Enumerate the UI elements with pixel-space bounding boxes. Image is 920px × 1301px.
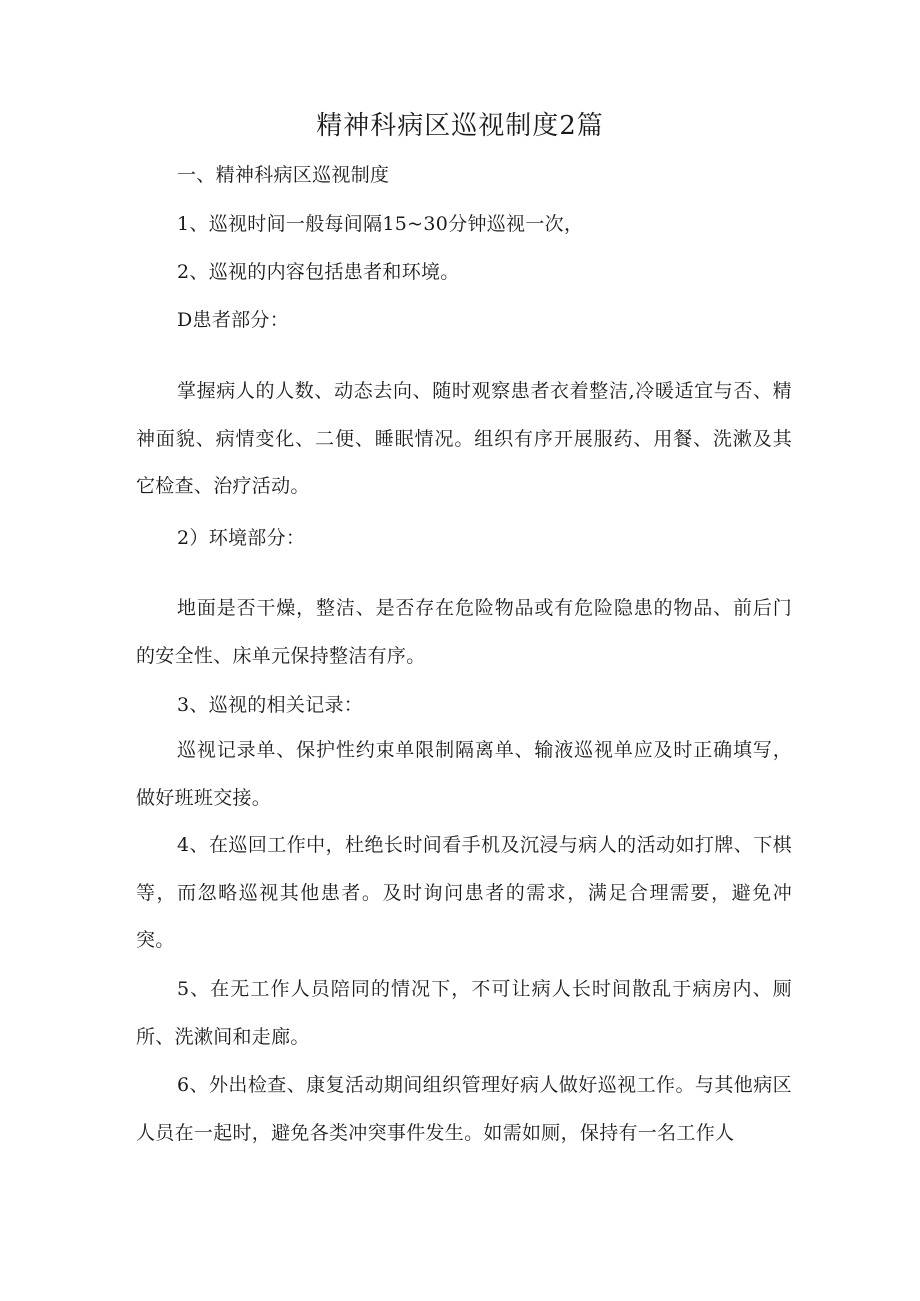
subheading-patient: D患者部分： <box>177 309 290 331</box>
paragraph-item-3: 3、巡视的相关记录： <box>177 694 364 716</box>
paragraph-environment-detail: 地面是否干燥，整洁、是否存在危险物品或有危险隐患的物品、前后门的安全性、床单元保持整洁有序。 <box>136 597 792 667</box>
paragraph-item-1: 1、巡视时间一般每间隔15~30分钟巡视一次， <box>177 213 584 235</box>
document-title: 精神科病区巡视制度2篇 <box>316 111 604 141</box>
paragraph-item-6: 6、外出检查、康复活动期间组织管理好病人做好巡视工作。与其他病区人员在一起时，避免各类冲突事件发生。如需如厕，保持有一名工作人 <box>136 1074 792 1144</box>
paragraph-item-5: 5、在无工作人员陪同的情况下，不可让病人长时间散乱于病房内、厕所、洗漱间和走廊。 <box>136 978 792 1048</box>
subheading-environment: 2）环境部分： <box>177 527 306 549</box>
paragraph-records-detail: 巡视记录单、保护性约束单限制隔离单、输液巡视单应及时正确填写，做好班班交接。 <box>136 739 792 809</box>
paragraph-item-4: 4、在巡回工作中，杜绝长时间看手机及沉浸与病人的活动如打牌、下棋等，而忽略巡视其他患者。及时询问患者的需求，满足合理需要，避免冲突。 <box>136 834 792 951</box>
paragraph-item-2: 2、巡视的内容包括患者和环境。 <box>177 261 460 283</box>
paragraph-patient-detail: 掌握病人的人数、动态去向、随时观察患者衣着整洁,冷暖适宜与否、精神面貌、病情变化、二便、睡眠情况。组织有序开展服药、用餐、洗漱及其它检查、治疗活动。 <box>136 380 792 497</box>
section-heading: 一、精神科病区巡视制度 <box>177 164 390 186</box>
